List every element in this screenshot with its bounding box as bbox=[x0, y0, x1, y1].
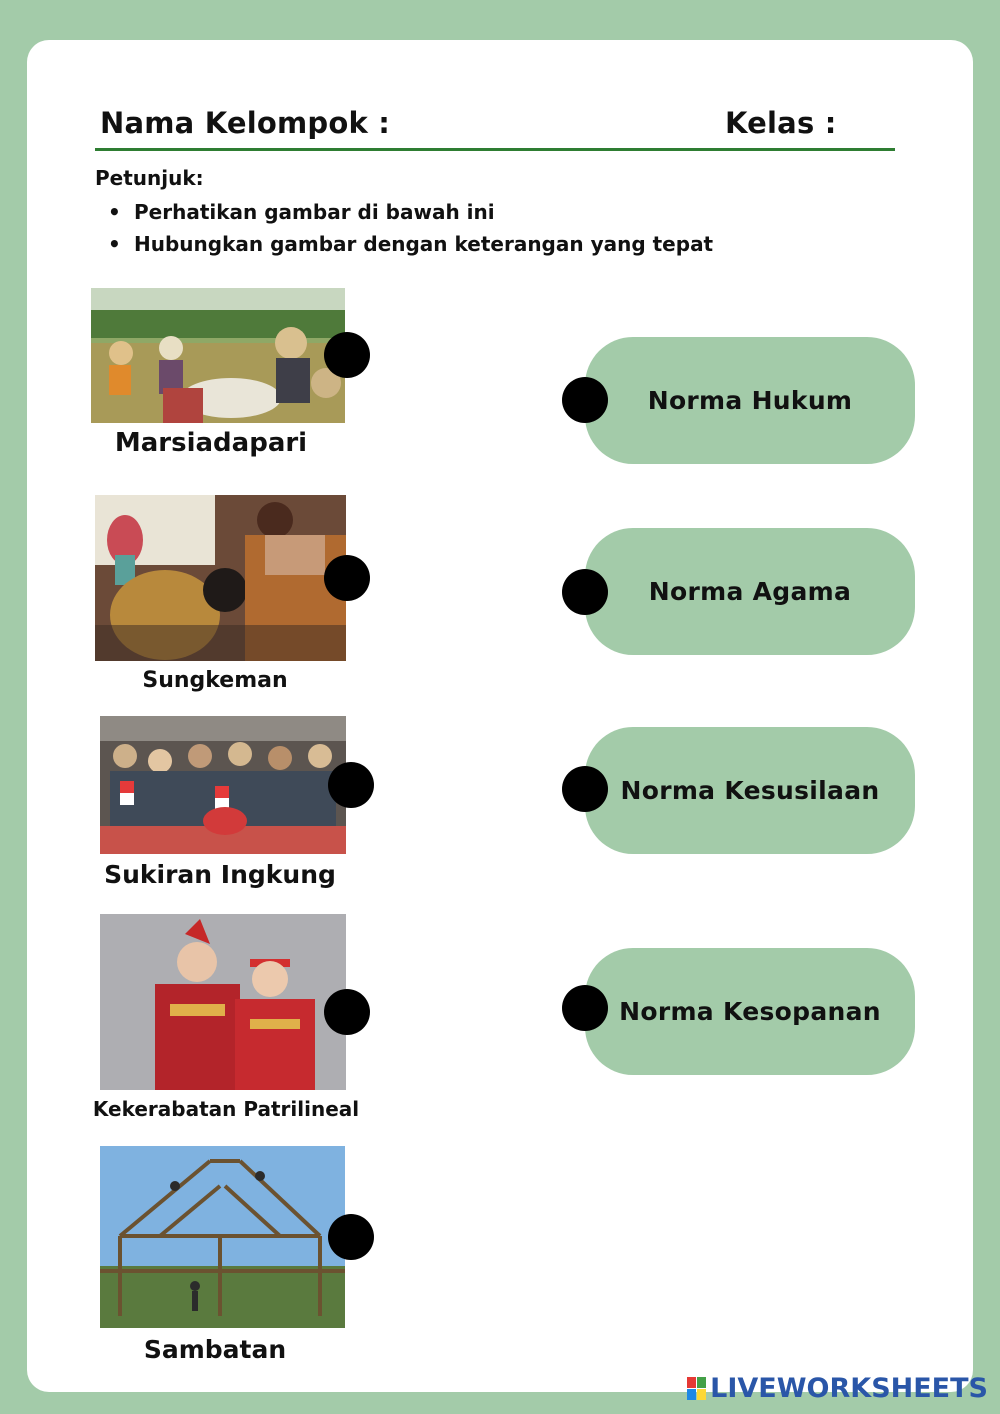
sukiran-ingkung-photo bbox=[100, 716, 346, 854]
kekerabatan-patrilineal-caption: Kekerabatan Patrilineal bbox=[92, 1097, 360, 1121]
match-dot-norma-agama[interactable] bbox=[562, 569, 608, 615]
match-dot-picture-4[interactable] bbox=[324, 989, 370, 1035]
match-dot-norma-hukum[interactable] bbox=[562, 377, 608, 423]
liveworksheets-brand bbox=[687, 1373, 988, 1404]
sambatan-caption: Sambatan bbox=[143, 1335, 287, 1364]
sambatan-photo bbox=[100, 1146, 345, 1328]
answer-label: Norma Agama bbox=[648, 577, 852, 606]
liveworksheets-logo-icon bbox=[687, 1377, 706, 1400]
instructions-list bbox=[108, 196, 713, 260]
match-dot-picture-3[interactable] bbox=[328, 762, 374, 808]
answer-label: Norma Kesopanan bbox=[619, 997, 881, 1026]
answer-label: Norma Kesusilaan bbox=[620, 776, 880, 805]
instruction-item: • Perhatikan gambar di bawah ini bbox=[108, 196, 713, 228]
brand-name: LIVEWORKSHEETS bbox=[710, 1373, 988, 1404]
match-dot-norma-kesopanan[interactable] bbox=[562, 985, 608, 1031]
sungkeman-caption: Sungkeman bbox=[142, 668, 288, 693]
answer-pill-norma-hukum bbox=[585, 337, 915, 464]
answer-pill-norma-agama bbox=[585, 528, 915, 655]
match-dot-norma-kesusilaan[interactable] bbox=[562, 766, 608, 812]
header-divider bbox=[95, 148, 895, 151]
instruction-item: • Hubungkan gambar dengan keterangan yang tepat bbox=[108, 228, 713, 260]
sukiran-ingkung-caption: Sukiran Ingkung bbox=[104, 860, 336, 889]
answer-label: Norma Hukum bbox=[647, 386, 853, 415]
kekerabatan-patrilineal-photo bbox=[100, 914, 346, 1090]
marsiadapari-caption: Marsiadapari bbox=[114, 428, 308, 458]
match-dot-picture-5[interactable] bbox=[328, 1214, 374, 1260]
match-dot-picture-1[interactable] bbox=[324, 332, 370, 378]
group-name-label: Nama Kelompok : bbox=[100, 106, 391, 140]
answer-pill-norma-kesusilaan bbox=[585, 727, 915, 854]
answer-pill-norma-kesopanan bbox=[585, 948, 915, 1075]
marsiadapari-photo bbox=[91, 288, 345, 423]
class-label: Kelas : bbox=[725, 106, 837, 140]
sungkeman-photo bbox=[95, 495, 346, 661]
instructions-title: Petunjuk: bbox=[95, 166, 204, 190]
match-dot-picture-2[interactable] bbox=[324, 555, 370, 601]
